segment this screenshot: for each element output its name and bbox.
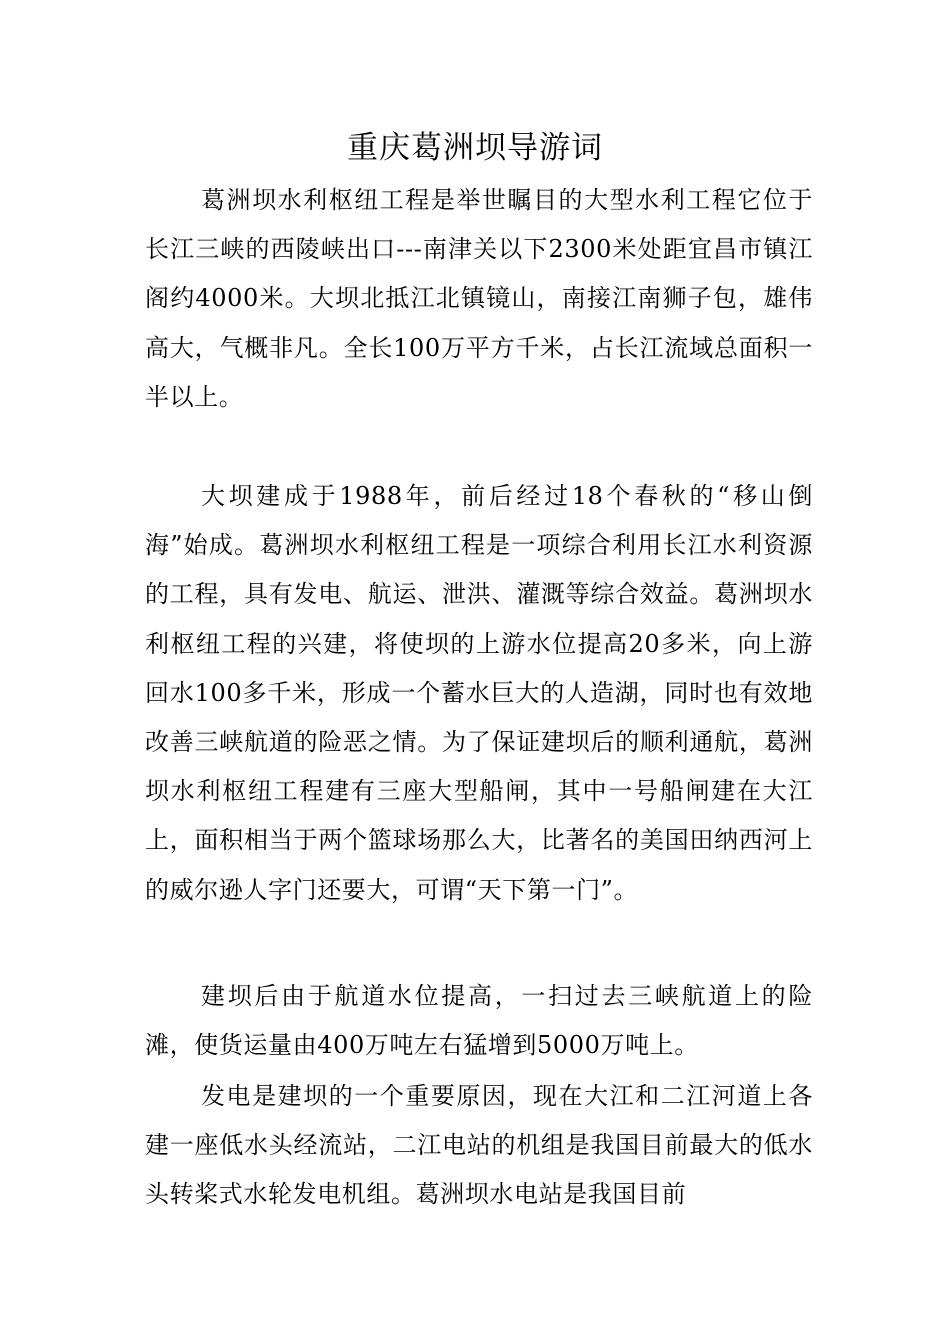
paragraph-navigation: 建坝后由于航道水位提高，一扫过去三峡航道上的险滩，使货运量由400万吨左右猛增到5000万吨上。 (145, 982, 813, 1060)
paragraph-intro: 葛洲坝水利枢纽工程是举世瞩目的大型水利工程它位于长江三峡的西陵峡出口---南津关以下2300米处距宜昌市镇江阁约4000米。大坝北抵江北镇镜山，南接江南狮子包，雄伟高大，气概非凡。全长100万平方千米，占长江流域总面积一半以上。 (145, 186, 813, 411)
paragraph-construction: 大坝建成于1988年，前后经过18个春秋的“移山倒海”始成。葛洲坝水利枢纽工程是一项综合利用长江水利资源的工程，具有发电、航运、泄洪、灌溉等综合效益。葛洲坝水利枢纽工程的兴建，将使坝的上游水位提高20多米，向上游回水100多千米，形成一个蓄水巨大的人造湖，同时也有效地改善三峡航道的险恶之情。为了保证建坝后的顺利通航，葛洲坝水利枢纽工程建有三座大型船闸，其中一号船闸建在大江上，面积相当于两个篮球场那么大，比著名的美国田纳西河上的威尔逊人字门还要大，可谓“天下第一门”。 (145, 482, 813, 904)
paragraph-power-generation: 发电是建坝的一个重要原因，现在大江和二江河道上各建一座低水头经流站，二江电站的机组是我国目前最大的低水头转桨式水轮发电机组。葛洲坝水电站是我国目前 (145, 1082, 813, 1209)
document-title: 重庆葛洲坝导游词 (347, 130, 603, 166)
